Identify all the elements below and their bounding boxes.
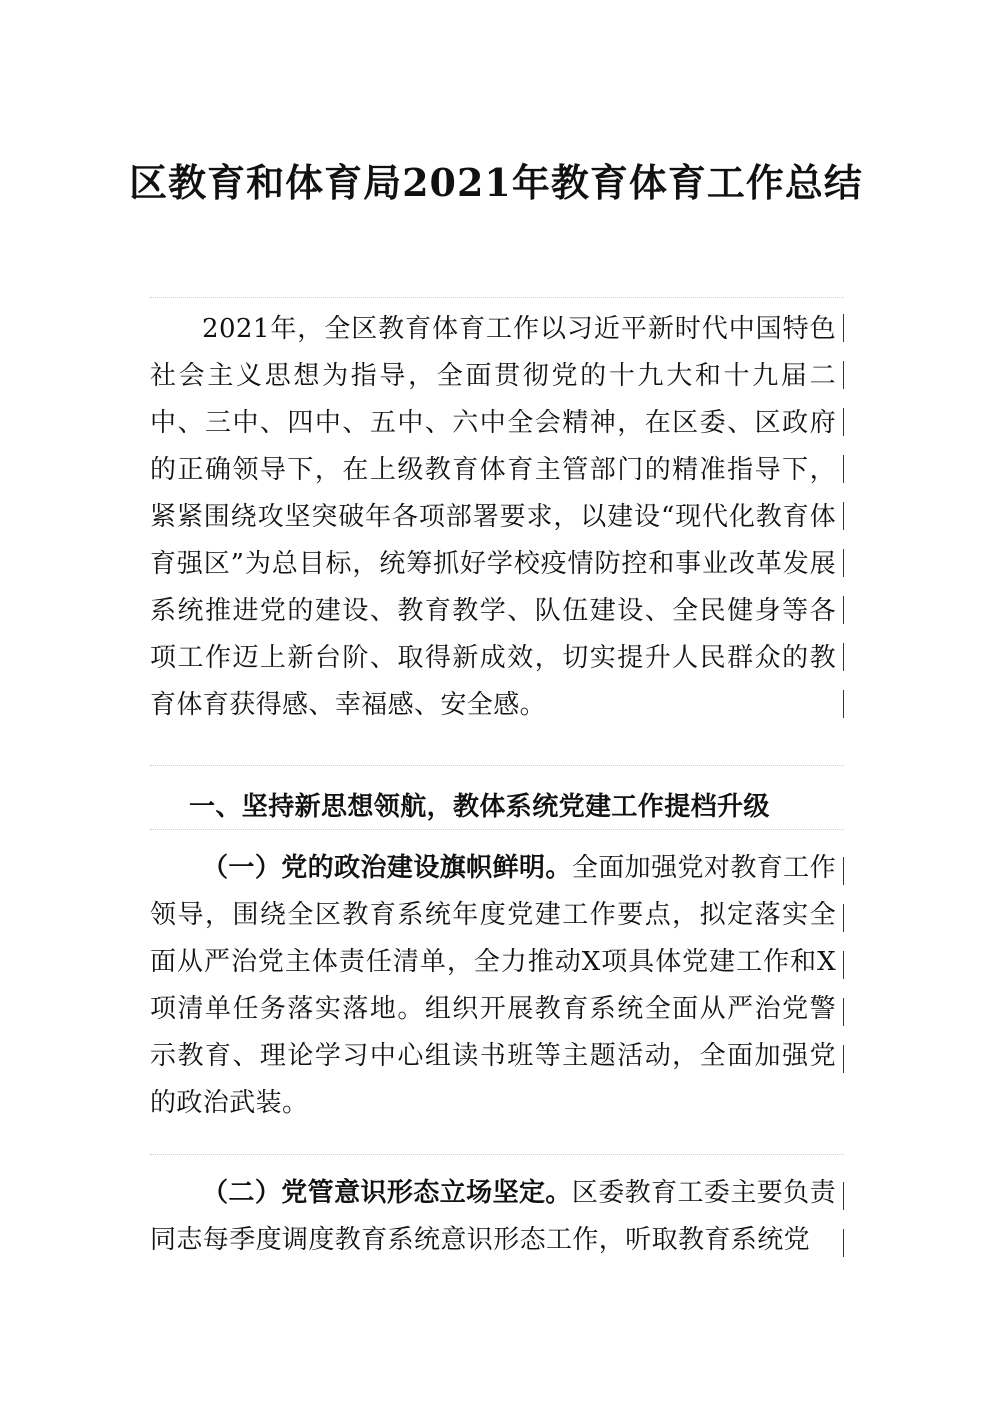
line-marker (843, 904, 844, 932)
line-marker (843, 549, 844, 577)
document-title: 区教育和体育局2021年教育体育工作总结 (129, 160, 863, 205)
line-marker (843, 643, 844, 671)
line-marker (843, 1182, 844, 1210)
line-marker (843, 455, 844, 483)
section1-heading-block (150, 784, 844, 830)
line-marker (843, 502, 844, 530)
line-marker (843, 998, 844, 1026)
line-marker (843, 596, 844, 624)
line-marker (843, 408, 844, 436)
subsection1-lead: （一）党的政治建设旗帜鲜明。 (202, 853, 572, 883)
subsection1-text: 全面加强党对教育工作领导，围绕全区教育系统年度党建工作要点，拟定落实全面从严治党主体责任清单，全力推动X项具体党建工作和X项清单任务落实落地。组织开展教育系统全面从严治党警示教育、理论学习中心组读书班等主题活动，全面加强党的政治武装。 (150, 853, 836, 1118)
subsection2-paragraph (150, 1170, 836, 1264)
subsection2-lead: （二）党管意识形态立场坚定。 (202, 1178, 572, 1208)
line-marker (843, 1229, 844, 1257)
line-marker (843, 314, 844, 342)
subsection1-paragraph (150, 845, 836, 1127)
subsection2-block (150, 1170, 844, 1280)
intro-paragraph: 2021年，全区教育体育工作以习近平新时代中国特色社会主义思想为指导，全面贯彻党的十九大和十九届二中、三中、四中、五中、六中全会精神，在区委、区政府的正确领导下，在上级教育体育主管部门的精准指导下，紧紧围绕攻坚突破年各项部署要求，以建设“现代化教育体育强区”为总目标，统筹抓好学校疫情防控和事业改革发展系统推进党的建设、教育教学、队伍建设、全民健身等各项工作迈上新台阶、取得新成效，切实提升人民群众的教育体育获得感、幸福感、安全感。 (150, 314, 836, 720)
section-heading: 一、坚持新思想领航，教体系统党建工作提档升级 (189, 792, 770, 822)
subsection1-block (150, 845, 844, 1155)
line-marker (843, 690, 844, 718)
line-marker (843, 951, 844, 979)
line-marker (843, 1045, 844, 1073)
line-marker (843, 361, 844, 389)
intro-block (150, 297, 844, 766)
subsection2-text: 区委教育工委主要负责同志每季度调度教育系统意识形态工作，听取教育系统党 (150, 1178, 836, 1255)
line-marker (843, 857, 844, 885)
